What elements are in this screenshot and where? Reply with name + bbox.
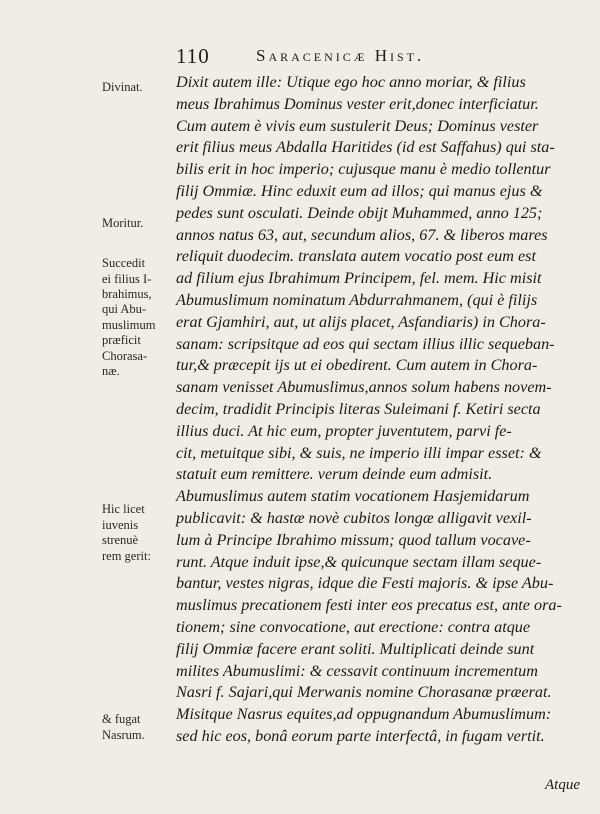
text-line: erit filius meus Abdalla Haritides (id est Saffahus) qui sta- <box>176 138 555 157</box>
text-line: reliquit duodecim. translata autem vocatio post eum est <box>176 247 536 266</box>
text-line: Cum autem è vivis eum sustulerit Deus; Dominus vester <box>176 116 539 135</box>
margin-note-line: muslimum <box>102 317 156 332</box>
margin-note-line: brahimus, <box>102 287 152 302</box>
text-line: Abumuslimum nominatum Abdurrahmanem, (qui è filijs <box>176 290 538 309</box>
text-line: illius duci. At hic eum, propter juventutem, parvi fe- <box>176 421 512 440</box>
text-line: tionem; sine convocatione, aut erectione: contra atque <box>176 617 531 636</box>
text-line: bantur, vestes nigras, idque die Festi majoris. & ipse Abu- <box>176 574 554 593</box>
margin-note-line: ei filius I- <box>102 271 152 286</box>
margin-note-line: Succedit <box>102 256 146 270</box>
margin-note-line: Chorasa- <box>102 348 148 363</box>
margin-note-abumuslimum <box>102 302 178 380</box>
text-line: milites Abumuslimi: & cessavit continuum incrementum <box>176 661 538 680</box>
text-line: Dixit autem ille: Utique ego hoc anno moriar, & filius <box>176 73 526 91</box>
margin-note-line: qui Abu- <box>102 302 147 316</box>
margin-note-line: rem gerit: <box>102 548 151 563</box>
text-line: annos natus 63, aut, secundum alios, 67. & liberos mares <box>176 225 548 244</box>
margin-note-moritur <box>102 216 178 232</box>
margin-note-succedit <box>102 256 178 303</box>
main-text-block <box>176 72 576 748</box>
text-line: Misitque Nasrus equites,ad oppugnandum Abumuslimum: <box>176 705 552 724</box>
margin-note-line: Moritur. <box>102 216 144 230</box>
text-line: filij Ommiæ facere erant soliti. Multiplicati deinde sunt <box>176 639 535 658</box>
margin-note-line: præficit <box>102 333 141 348</box>
text-line: sed hic eos, bonâ eorum parte interfectâ, in fugam vertit. <box>176 726 545 745</box>
text-line: tur,& præcepit ijs ut ei obedirent. Cum autem in Chora- <box>176 356 538 375</box>
text-line: Nasri f. Sajari,qui Merwanis nomine Chorasanæ præerat. <box>176 683 552 702</box>
margin-note-line: Divinat. <box>102 80 143 94</box>
text-line: publicavit: & hastæ novè cubitos longæ alligavit vexil- <box>176 508 532 527</box>
text-line: bilis erit in hoc imperio; cujusque manu è medio tollentur <box>176 160 551 179</box>
margin-note-line: næ. <box>102 364 120 379</box>
page-number: 110 <box>176 44 210 68</box>
text-line: runt. Atque induit ipse,& quicunque sectam illam seque- <box>176 552 542 571</box>
margin-note-fugat <box>102 712 178 743</box>
text-line: sanam venisset Abumuslimus,annos solum habens novem- <box>176 378 552 397</box>
margin-note-line: Hic licet <box>102 502 145 516</box>
margin-note-line: iuvenis <box>102 517 139 532</box>
text-line: Abumuslimus autem statim vocationem Hasjemidarum <box>176 487 530 506</box>
margin-note-divinat <box>102 80 178 96</box>
text-line: muslimus precationem festi inter eos precatus est, ante ora- <box>176 596 562 615</box>
text-line: ad filium ejus Ibrahimum Principem, fel. mem. Hic misit <box>176 269 542 288</box>
text-line: decim, tradidit Principis literas Suleimani f. Ketiri secta <box>176 399 541 418</box>
margin-note-line: strenuè <box>102 533 139 548</box>
text-line: meus Ibrahimus Dominus vester erit,donec interficiatur. <box>176 94 539 113</box>
margin-note-line: & fugat <box>102 712 141 726</box>
text-line: sanam: scripsitque ad eos qui sectam illius illic sequeban- <box>176 334 555 353</box>
text-line: lum à Principe Ibrahimo missum; quod tallum vocave- <box>176 530 531 549</box>
text-line: statuit eum remittere. verum deinde eum admisit. <box>176 465 493 484</box>
running-title: Saracenicæ Hist. <box>256 46 425 65</box>
text-line: erat Gjamhiri, aut, ut alijs placet, Asfandiaris) in Chora- <box>176 312 546 331</box>
page-header <box>176 44 536 68</box>
margin-note-line: Nasrum. <box>102 727 145 742</box>
margin-note-hic-licet <box>102 502 178 564</box>
text-line: pedes sunt osculati. Deinde obijt Muhammed, anno 125; <box>176 203 543 222</box>
text-line: cit, metuitque sibi, & suis, ne imperio illi impar esset: & <box>176 443 542 462</box>
catchword: Atque <box>545 777 580 793</box>
text-line: filij Ommiæ. Hinc eduxit eum ad illos; qui manus ejus & <box>176 181 543 200</box>
